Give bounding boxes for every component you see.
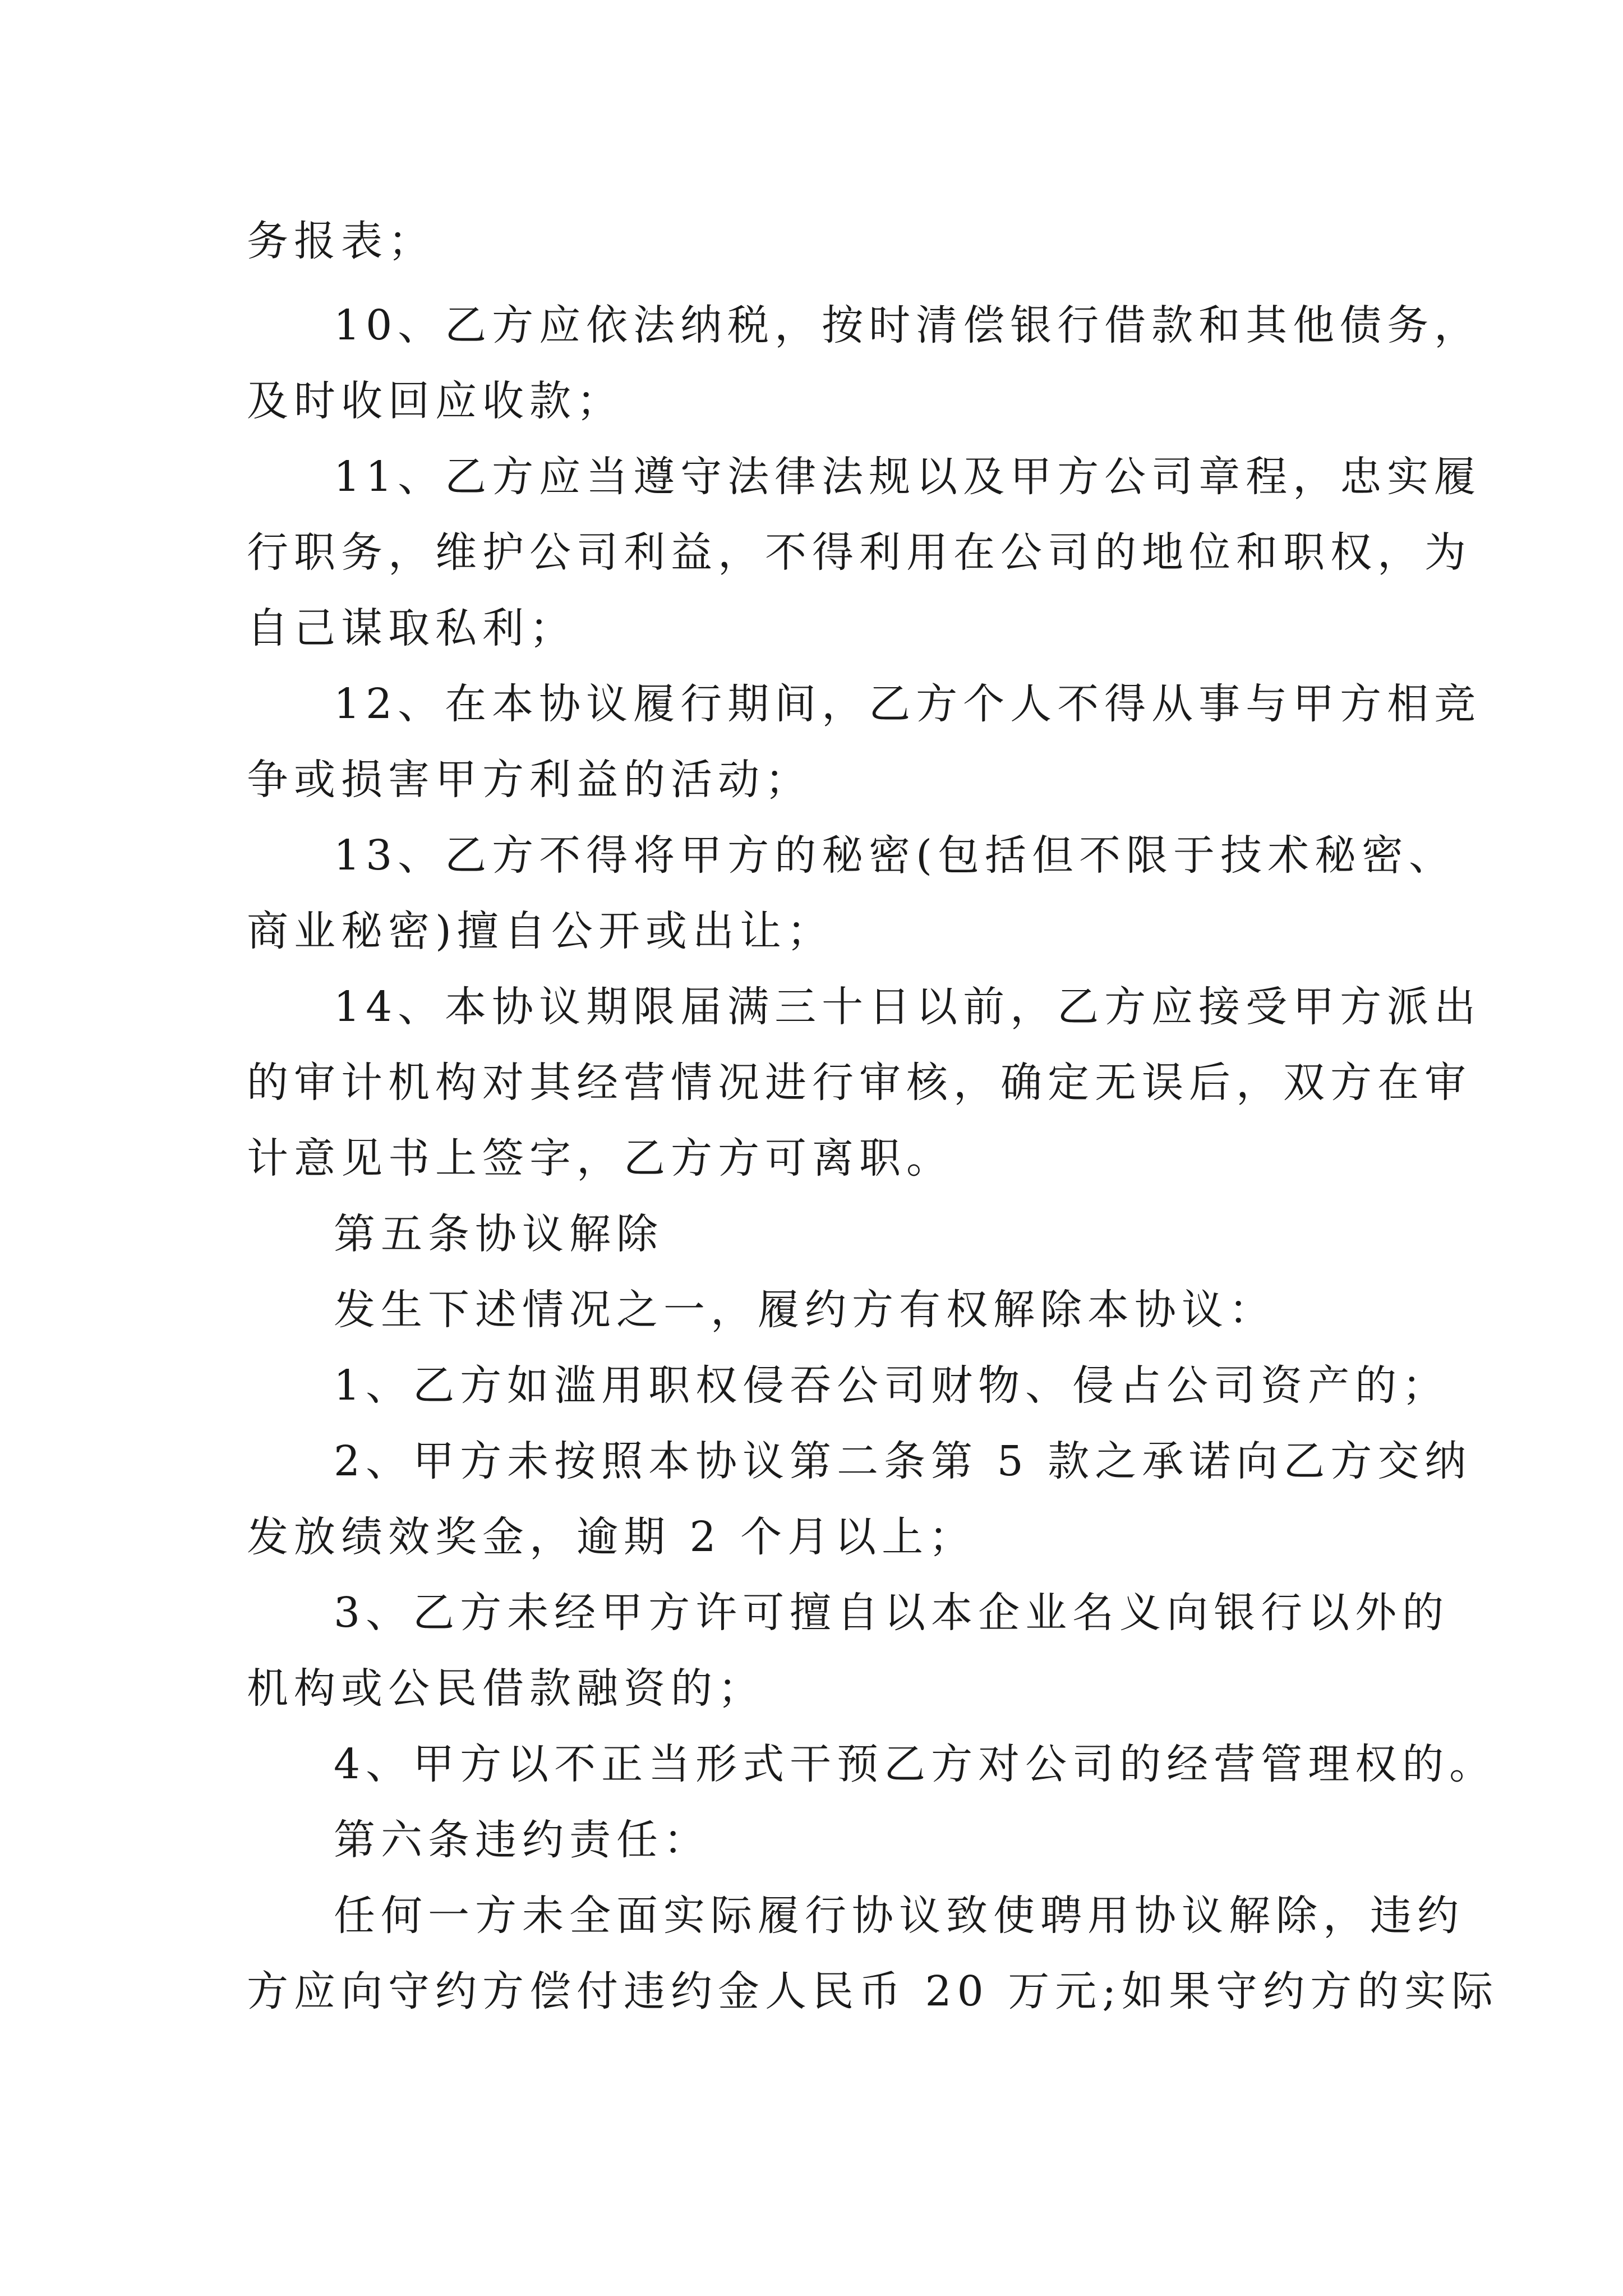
clause-14-cont-1: 的审计机构对其经营情况进行审核，确定无误后，双方在审 (247, 1059, 1472, 1107)
clause-13-cont: 商业秘密)擅自公开或出让； (247, 907, 834, 955)
article-6-paragraph-cont: 方应向守约方偿付违约金人民币 20 万元;如果守约方的实际 (247, 1967, 1499, 2016)
clause-13: 13、乙方不得将甲方的秘密(包括但不限于技术秘密、 (334, 831, 1456, 880)
clause-14-cont-2: 计意见书上签字，乙方方可离职。 (247, 1134, 953, 1182)
clause-10: 10、乙方应依法纳税，按时清偿银行借款和其他债务， (334, 301, 1482, 349)
article-6-heading: 第六条违约责任： (334, 1816, 711, 1864)
termination-item-4: 4、甲方以不正当形式干预乙方对公司的经营管理权的。 (334, 1740, 1497, 1788)
termination-item-3-cont: 机构或公民借款融资的； (247, 1664, 765, 1713)
article-5-intro: 发生下述情况之一，履约方有权解除本协议： (334, 1286, 1276, 1334)
termination-item-2-cont: 发放绩效奖金，逾期 2 个月以上； (247, 1513, 976, 1561)
clause-12: 12、在本协议履行期间，乙方个人不得从事与甲方相竞 (334, 680, 1482, 728)
article-5-heading: 第五条协议解除 (334, 1210, 663, 1258)
clause-10-cont: 及时收回应收款； (247, 377, 624, 425)
termination-item-3: 3、乙方未经甲方许可擅自以本企业名义向银行以外的 (334, 1589, 1450, 1637)
article-6-paragraph: 任何一方未全面实际履行协议致使聘用协议解除，违约 (334, 1892, 1464, 1940)
line-continuation-financial-statements: 务报表； (247, 217, 435, 265)
clause-11: 11、乙方应当遵守法律法规以及甲方公司章程，忠实履 (334, 453, 1482, 501)
clause-11-cont-1: 行职务，维护公司利益，不得利用在公司的地位和职权，为 (247, 528, 1472, 577)
termination-item-2: 2、甲方未按照本协议第二条第 5 款之承诺向乙方交纳 (334, 1437, 1472, 1485)
clause-11-cont-2: 自己谋取私利； (247, 604, 577, 652)
clause-12-cont: 争或损害甲方利益的活动； (247, 756, 812, 804)
termination-item-1: 1、乙方如滥用职权侵吞公司财物、侵占公司资产的； (334, 1361, 1450, 1410)
clause-14: 14、本协议期限届满三十日以前，乙方应接受甲方派出 (334, 983, 1482, 1031)
